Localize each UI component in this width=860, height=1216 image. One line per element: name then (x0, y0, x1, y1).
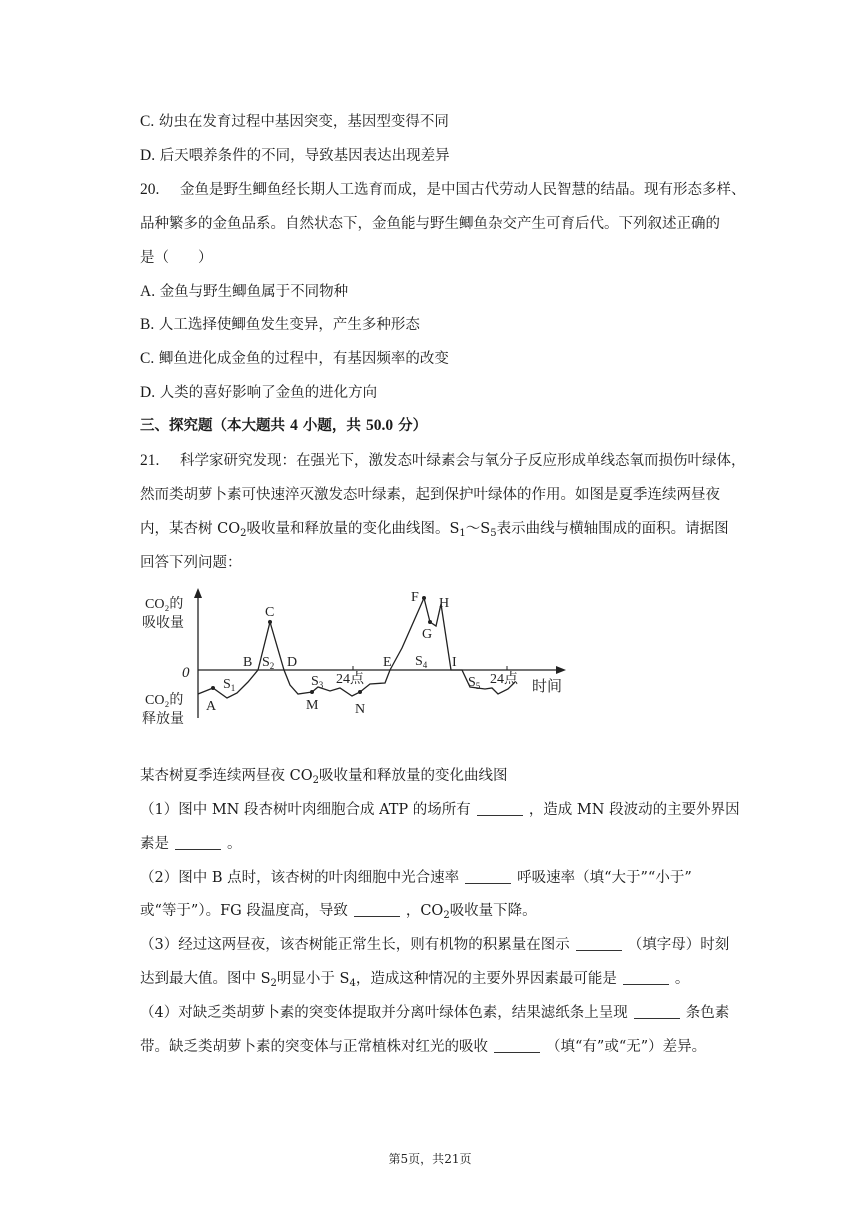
area-label-s3: $S_3$ (311, 674, 324, 690)
q20-stem-line3: 是（ ） (140, 250, 213, 266)
q21-stem-line1: 21. 科学家研究发现：在强光下，激发态叶绿素会与氧分子反应形成单线态氧而损伤叶绿体， (140, 452, 746, 469)
area-label-s5: $S_5$ (468, 675, 481, 691)
point-label-e: E (383, 655, 392, 670)
q21-stem-line4: 回答下列问题： (140, 555, 242, 571)
tick-label-24-1: 24点 (336, 672, 364, 687)
point-f-dot (422, 596, 426, 600)
q20-stem-line2: 品种繁多的金鱼品系。自然状态下，金鱼能与野生鲫鱼杂交产生可育后代。下列叙述正确的 (140, 216, 720, 232)
question-number: 20. (140, 181, 160, 198)
q20-option-b: B. 人工选择使鲫鱼发生变异，产生多种形态 (140, 316, 420, 333)
xlabel: 时间 (532, 679, 563, 695)
chart-caption: 某杏树夏季连续两昼夜 $CO_2$吸收量和释放量的变化曲线图 (140, 768, 508, 786)
point-m-dot (310, 690, 314, 694)
q21-part4-line1: （4）对缺乏类胡萝卜素的突变体提取并分离叶绿体色素，结果滤纸条上呈现 条色素 (140, 1005, 730, 1021)
area-label-s1: $S_1$ (223, 677, 236, 693)
tick-label-24-2: 24点 (490, 672, 518, 687)
point-c-dot (268, 620, 272, 624)
area-label-s4: $S_4$ (415, 654, 428, 670)
q21-part2-line1: （2）图中 B 点时，该杏树的叶肉细胞中光合速率 呼吸速率（填“大于”“小于” (140, 870, 692, 886)
option-d-q19: D. 后天喂养条件的不同，导致基因表达出现差异 (140, 147, 450, 164)
q21-stem-line3: 内，某杏树 $CO_2$吸收量和释放量的变化曲线图。$S_1\sim S_5$表示曲线与横轴围成的面积。请据图 (140, 521, 729, 539)
point-label-n: N (355, 702, 366, 717)
answer-blank[interactable] (634, 1004, 680, 1019)
point-label-d: D (287, 655, 298, 670)
point-n-dot (358, 690, 362, 694)
answer-blank[interactable] (623, 970, 669, 985)
answer-blank[interactable] (576, 936, 622, 951)
answer-blank[interactable] (465, 869, 511, 884)
point-label-f: F (411, 590, 419, 605)
section-heading: 三、探究题（本大题共 4 小题，共 50.0 分） (140, 417, 428, 434)
point-a-dot (211, 686, 215, 690)
area-label-s2: $S_2$ (262, 655, 275, 671)
answer-blank[interactable] (354, 902, 400, 917)
origin-label: 0 (182, 665, 190, 681)
point-label-h: H (439, 596, 450, 611)
point-label-a: A (206, 699, 217, 714)
q20-option-c: C. 鲫鱼进化成金鱼的过程中，有基因频率的改变 (140, 350, 449, 367)
y-axis-arrow (194, 588, 202, 598)
ylabel-top-1: CO₂的 (145, 597, 184, 612)
q20-stem-line1: 20. 金鱼是野生鲫鱼经长期人工选育而成，是中国古代劳动人民智慧的结晶。现有形态多样、 (140, 181, 746, 198)
point-label-c: C (265, 605, 275, 620)
answer-blank[interactable] (494, 1038, 540, 1053)
point-label-m: M (306, 698, 319, 713)
point-g-dot (428, 620, 432, 624)
ylabel-bottom-2: 释放量 (142, 712, 184, 726)
ylabel-top-2: 吸收量 (142, 616, 184, 631)
q21-stem-line2: 然而类胡萝卜素可快速淬灭激发态叶绿素，起到保护叶绿体的作用。如图是夏季连续两昼夜 (140, 487, 720, 503)
point-label-g: G (422, 627, 433, 642)
co2-curve-chart (140, 586, 580, 726)
option-c-q19: C. 幼虫在发育过程中基因突变，基因型变得不同 (140, 113, 449, 130)
q21-part3-line1: （3）经过这两昼夜，该杏树能正常生长，则有机物的积累量在图示 （填字母）时刻 (140, 937, 730, 953)
q21-part1-line1: （1）图中 MN 段杏树叶肉细胞合成 ATP 的场所有 ，造成 MN 段波动的主要外界因 (140, 802, 740, 818)
ylabel-bottom-1: CO₂的 (145, 693, 184, 708)
point-label-b: B (243, 655, 253, 670)
q21-part3-line2: 达到最大值。图中 $S_2$明显小于 $S_4$，造成这种情况的主要外界因素最可能是 。 (140, 971, 690, 989)
point-label-i: I (452, 655, 457, 670)
q20-option-a: A. 金鱼与野生鲫鱼属于不同物种 (140, 283, 349, 300)
q20-option-d: D. 人类的喜好影响了金鱼的进化方向 (140, 384, 378, 401)
x-axis-arrow (556, 666, 566, 674)
question-number: 21. (140, 452, 160, 469)
answer-blank[interactable] (477, 801, 523, 816)
q21-part2-line2: 或“等于”）。FG 段温度高，导致 ，$CO_2$吸收量下降。 (140, 903, 537, 921)
page-footer: 第5页，共21页 (388, 1152, 472, 1166)
answer-blank[interactable] (175, 835, 221, 850)
q21-part1-line2: 素是 。 (140, 836, 242, 852)
q21-part4-line2: 带。缺乏类胡萝卜素的突变体与正常植株对红光的吸收 （填“有”或“无”）差异。 (140, 1039, 707, 1055)
